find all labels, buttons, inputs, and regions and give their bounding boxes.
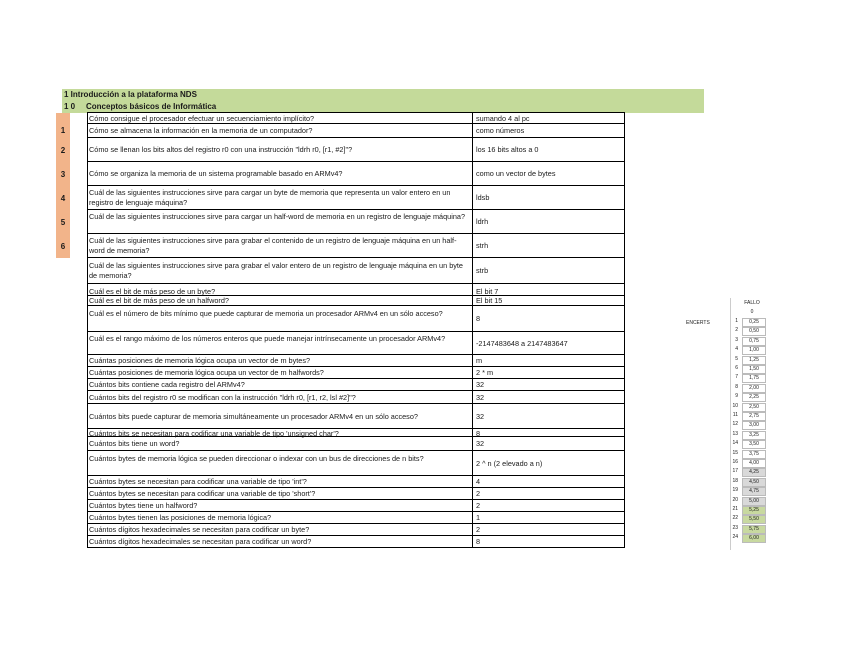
question-row xyxy=(87,391,625,404)
question-row xyxy=(87,306,625,332)
score-row-number: 1 xyxy=(735,318,738,324)
question-row xyxy=(87,162,625,186)
question-row xyxy=(87,379,625,391)
question-row xyxy=(87,287,625,296)
question-text: Cuántos bytes de memoria lógica se pueden direccionar o indexar con un bus de direcciones de n bits? xyxy=(89,453,424,463)
score-label: ENCERTS xyxy=(686,320,710,326)
score-row-number: 15 xyxy=(732,449,738,456)
question-text: Cuál es el número de bits mínimo que puede capturar de memoria un procesador ARMv4 en un sólo acceso? xyxy=(89,309,443,318)
score-value: 1,25 xyxy=(742,356,766,365)
question-text: Cuántos dígitos hexadecimales se necesitan para codificar un word? xyxy=(89,537,312,546)
question-row xyxy=(87,404,625,429)
score-row-number: 3 xyxy=(735,336,738,343)
score-row-number: 19 xyxy=(732,487,738,494)
answer-text: 2 xyxy=(476,501,481,510)
table-top-border xyxy=(87,112,625,113)
score-row-number: 22 xyxy=(732,515,738,522)
answer-text: El bit 7 xyxy=(476,287,499,296)
answer-text: 8 xyxy=(476,429,481,438)
question-row xyxy=(87,332,625,355)
score-row-number: 7 xyxy=(735,374,738,381)
question-text: Cuántos dígitos hexadecimales se necesitan para codificar un byte? xyxy=(89,525,310,534)
side-number: 3 xyxy=(60,170,66,179)
score-value: 5,00 xyxy=(742,497,766,506)
answer-text: ldsb xyxy=(476,193,490,202)
question-text: Cuántos bits se necesitan para codificar una variable de tipo 'unsigned char'? xyxy=(89,429,339,438)
answer-text: 32 xyxy=(476,392,485,402)
score-zero: 0 xyxy=(750,309,754,315)
answer-text: m xyxy=(476,356,483,365)
score-value: 5,25 xyxy=(742,506,766,515)
score-row-number: 20 xyxy=(732,496,738,503)
score-value: 2,25 xyxy=(742,393,766,402)
question-text: Cuál de las siguientes instrucciones sirve para cargar un byte de memoria que representa un valor entero en un registro de lenguaje máquina? xyxy=(89,188,451,207)
table-border xyxy=(624,113,625,548)
question-text: Cuál es el rango máximo de los números enteros que puede manejar intrínsecamente un procesador ARMv4? xyxy=(89,333,446,343)
score-row-number: 5 xyxy=(735,355,738,362)
question-row xyxy=(87,138,625,162)
section-label: Conceptos básicos de Informática xyxy=(86,102,217,111)
question-text: Cuántos bits contiene cada registro del ARMv4? xyxy=(89,380,245,389)
answer-text: strh xyxy=(476,241,489,250)
answer-text: 2 * m xyxy=(476,368,494,377)
answer-text: 8 xyxy=(476,314,481,323)
question-text: Cómo se organiza la memoria de un sistema programable basado en ARMv4? xyxy=(89,169,343,178)
score-row-number: 17 xyxy=(732,468,738,475)
question-row xyxy=(87,476,625,488)
question-row xyxy=(87,500,625,512)
side-number: 6 xyxy=(60,242,66,251)
score-row-number: 16 xyxy=(732,459,738,465)
answer-text: ldrh xyxy=(476,217,489,226)
question-text: Cómo se llenan los bits altos del registro r0 con una instrucción "ldrh r0, [r1, #2]"? xyxy=(89,145,353,154)
score-row-number: 8 xyxy=(735,383,738,390)
answer-text: 2 xyxy=(476,489,481,498)
score-row-number: 12 xyxy=(732,421,738,428)
score-value: 1,50 xyxy=(742,365,766,374)
side-number: 2 xyxy=(60,146,66,155)
score-row-number: 11 xyxy=(732,412,738,418)
answer-text: 32 xyxy=(476,411,485,421)
score-value: 2,50 xyxy=(742,403,766,412)
question-text: Cuántas posiciones de memoria lógica ocupa un vector de m halfwords? xyxy=(89,368,324,377)
score-row-number: 13 xyxy=(732,430,738,437)
score-value: 3,75 xyxy=(742,450,766,459)
score-row-number: 6 xyxy=(735,365,738,371)
score-value: 2,75 xyxy=(742,412,766,421)
question-row xyxy=(87,451,625,476)
answer-text: -2147483648 a 2147483647 xyxy=(476,338,568,348)
score-value: 2,00 xyxy=(742,384,766,393)
score-value: 4,25 xyxy=(742,468,766,477)
score-row-number: 2 xyxy=(735,327,738,334)
score-value: 5,75 xyxy=(742,525,766,534)
section-number: 1 0 xyxy=(64,102,76,111)
score-value: 3,25 xyxy=(742,431,766,440)
question-text: Cuántos bytes se necesitan para codificar una variable de tipo 'short'? xyxy=(89,489,316,498)
answer-text: los 16 bits altos a 0 xyxy=(476,145,539,154)
question-text: Cuál de las siguientes instrucciones sirve para grabar el valor entero de un registro de lenguaje máquina en un byte de memoria? xyxy=(89,261,463,280)
score-value: 6,00 xyxy=(742,534,766,543)
answer-text: como un vector de bytes xyxy=(476,169,556,178)
question-row xyxy=(87,488,625,500)
score-header: FALLO xyxy=(744,300,760,306)
table-border xyxy=(87,113,88,548)
score-row-number: 10 xyxy=(732,402,738,409)
score-value: 0,50 xyxy=(742,327,766,336)
answer-text: strb xyxy=(476,266,489,275)
question-row xyxy=(87,234,625,258)
answer-text: sumando 4 al pc xyxy=(476,113,530,123)
answer-text: 2 xyxy=(476,525,481,534)
table-border xyxy=(472,113,473,548)
question-row xyxy=(87,355,625,367)
answer-text: 32 xyxy=(476,439,485,448)
question-text: Cuántos bytes se necesitan para codificar una variable de tipo 'int'? xyxy=(89,477,307,486)
score-value: 0,25 xyxy=(742,318,766,327)
question-row xyxy=(87,296,625,306)
score-value: 1,75 xyxy=(742,374,766,383)
question-row xyxy=(87,210,625,234)
side-number: 4 xyxy=(60,194,66,203)
question-row xyxy=(87,186,625,210)
question-row xyxy=(87,367,625,379)
chapter-title: 1 Introducción a la plataforma NDS xyxy=(62,89,704,101)
question-text: Cuál es el bit de más peso de un halfword? xyxy=(89,296,229,305)
question-text: Cuál de las siguientes instrucciones sirve para grabar el contenido de un registro de lenguaje máquina en un half-word de memoria? xyxy=(89,236,457,255)
side-number: 5 xyxy=(60,218,66,227)
score-value: 4,75 xyxy=(742,487,766,496)
answer-text: como números xyxy=(476,126,525,135)
score-value: 4,50 xyxy=(742,478,766,487)
question-text: Cuántos bytes tiene un halfword? xyxy=(89,501,198,510)
question-row xyxy=(87,524,625,536)
question-row xyxy=(87,512,625,524)
question-row xyxy=(87,437,625,451)
score-row-number: 18 xyxy=(732,477,738,484)
question-text: Cuántos bytes tienen las posiciones de memoria lógica? xyxy=(89,513,272,522)
answer-text: 8 xyxy=(476,537,481,546)
score-row-number: 4 xyxy=(735,346,738,353)
score-row-number: 21 xyxy=(732,506,738,512)
score-value: 1,00 xyxy=(742,346,766,355)
score-row-number: 9 xyxy=(735,393,738,400)
score-row-number: 14 xyxy=(732,440,738,447)
score-value: 3,00 xyxy=(742,421,766,430)
question-row xyxy=(87,536,625,548)
score-value: 4,00 xyxy=(742,459,766,468)
question-text: Cuántos bits puede capturar de memoria simultáneamente un procesador ARMv4 en un sólo acceso? xyxy=(89,411,418,421)
question-row xyxy=(87,429,625,437)
answer-text: 4 xyxy=(476,477,481,486)
question-row xyxy=(87,258,625,284)
question-text: Cómo consigue el procesador efectuar un secuenciamiento implícito? xyxy=(89,113,315,123)
question-text: Cuántas posiciones de memoria lógica ocupa un vector de m bytes? xyxy=(89,356,311,365)
side-number: 1 xyxy=(60,126,66,135)
question-row xyxy=(87,113,625,124)
question-text: Cómo se almacena la información en la memoria de un computador? xyxy=(89,126,313,135)
question-row xyxy=(87,124,625,138)
question-text: Cuántos bits tiene un word? xyxy=(89,439,180,448)
answer-text: 1 xyxy=(476,513,481,522)
question-text: Cuál de las siguientes instrucciones sirve para cargar un half-word de memoria en un registro de lenguaje máquina? xyxy=(89,212,465,221)
score-row-number: 23 xyxy=(732,524,738,531)
score-value: 0,75 xyxy=(742,337,766,346)
question-text: Cuál es el bit de más peso de un byte? xyxy=(89,287,216,296)
question-text: Cuántos bits del registro r0 se modifican con la instrucción "ldrh r0, [r1, r2, lsl #2]"? xyxy=(89,392,356,402)
score-value: 3,50 xyxy=(742,440,766,449)
score-value: 5,50 xyxy=(742,515,766,524)
answer-text: El bit 15 xyxy=(476,296,503,305)
answer-text: 2 ^ n (2 elevado a n) xyxy=(476,458,543,468)
score-row-number: 24 xyxy=(732,534,738,541)
answer-text: 32 xyxy=(476,380,485,389)
